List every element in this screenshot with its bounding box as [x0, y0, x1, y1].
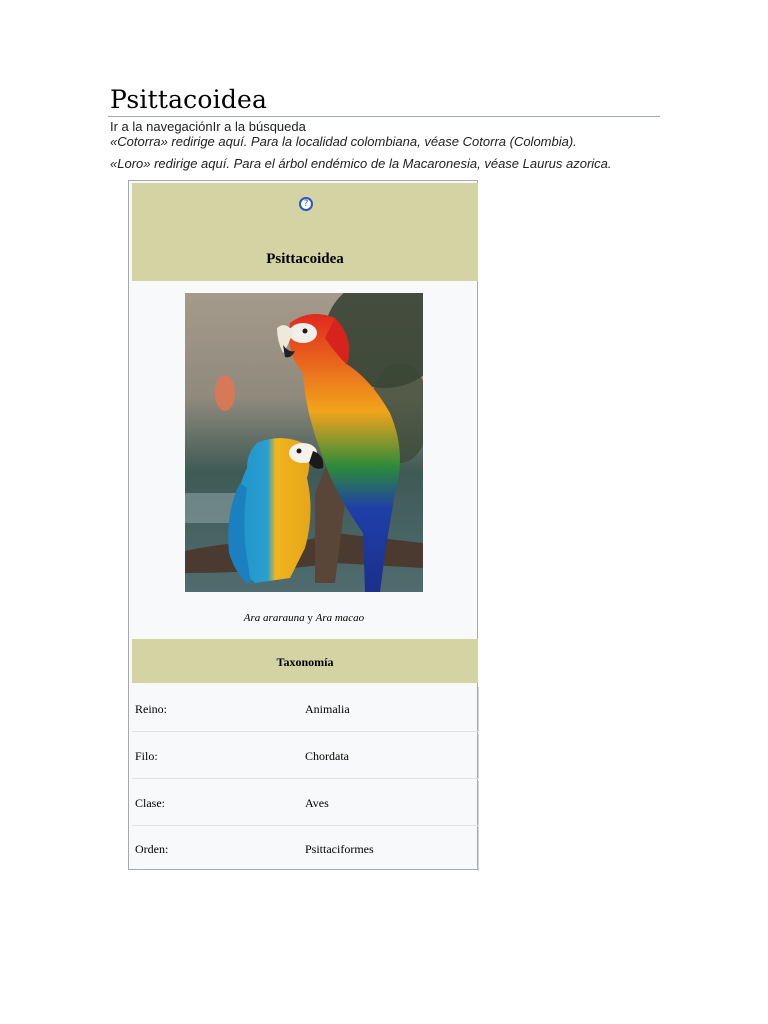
taxonomy-row-orden — [132, 827, 479, 871]
taxobox — [128, 180, 478, 870]
caption-species-2[interactable]: Ara macao — [315, 612, 365, 624]
row-key: Reino: — [135, 702, 167, 716]
caption-species-1[interactable]: Ara ararauna — [243, 612, 305, 624]
row-value[interactable]: Psittaciformes — [305, 842, 374, 856]
nav-links[interactable]: Ir a la navegaciónIr a la búsqueda — [110, 119, 306, 134]
row-value[interactable]: Chordata — [305, 749, 349, 763]
row-key: Orden: — [135, 842, 169, 856]
taxonomy-row-filo — [132, 734, 479, 779]
page-title: Psittacoidea — [110, 85, 268, 114]
hatnote-cotorra: «Cotorra» redirige aquí. Para la localidad colombiana, véase Cotorra (Colombia). — [110, 134, 577, 149]
question-circle-icon[interactable]: ? — [299, 197, 313, 211]
title-divider — [108, 116, 660, 117]
row-value[interactable]: Animalia — [305, 702, 350, 716]
hatnote-loro: «Loro» redirige aquí. Para el árbol endémico de la Macaronesia, véase Laurus azorica. — [110, 156, 612, 171]
photo-caption — [129, 612, 479, 624]
taxonomy-row-clase — [132, 781, 479, 826]
taxonomy-header — [132, 639, 478, 683]
caption-conjunction: y — [304, 612, 316, 624]
macaws-illustration — [185, 293, 423, 592]
row-key: Filo: — [135, 749, 158, 763]
row-value[interactable]: Aves — [305, 796, 329, 810]
taxonomy-header-label[interactable]: Taxonomía — [276, 655, 334, 669]
taxobox-title: Psittacoidea — [266, 251, 344, 267]
taxobox-header — [132, 183, 478, 281]
row-key: Clase: — [135, 796, 165, 810]
taxonomy-row-reino — [132, 687, 479, 732]
parrots-photo[interactable] — [185, 293, 423, 592]
